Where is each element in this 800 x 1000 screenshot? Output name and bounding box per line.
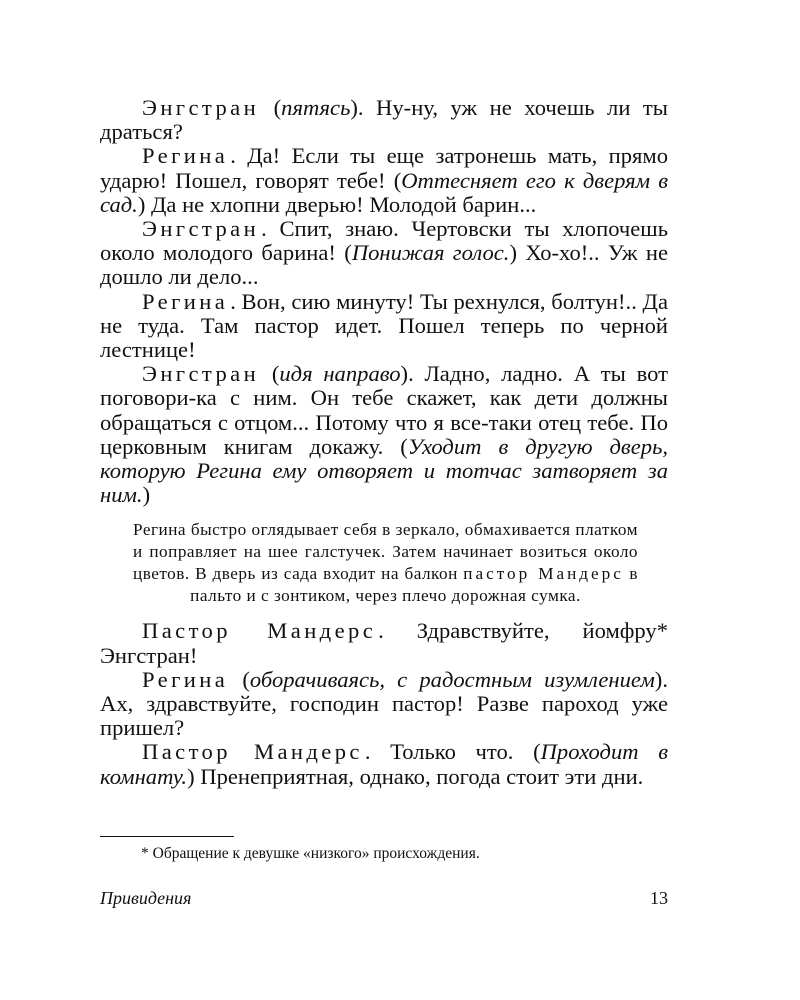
dialogue-line bbox=[100, 144, 668, 217]
stage-direction: Проходит в комнату. bbox=[100, 739, 669, 789]
stage-direction: пятясь bbox=[281, 95, 351, 120]
speaker-name: Энгстран bbox=[142, 95, 260, 120]
speaker-name: Энгстран bbox=[142, 361, 260, 387]
line-text: . Только что. ( bbox=[364, 739, 541, 765]
line-text: ) Хо-хо!.. Уж не дошло ли дело... bbox=[100, 240, 669, 290]
stage-direction: Понижая голос. bbox=[351, 240, 510, 266]
line-text: ) Да не хлопни дверью! Молодой барин... bbox=[137, 191, 537, 217]
line-text: ( bbox=[261, 361, 280, 387]
speaker-name: Регина bbox=[142, 288, 229, 314]
stage-direction: оборачиваясь, с радостным изумлением bbox=[249, 666, 655, 692]
running-title: Привидения bbox=[100, 888, 192, 908]
dialogue-line bbox=[100, 217, 668, 290]
line-text: ). Ладно, ладно. А ты вот поговори-ка с ним. Он тебе скажет, как дети должны обращаться с отцом... Потому что я все-таки отец тебе. По церковным книгам докажу. ( bbox=[100, 361, 668, 459]
line-text: . Здравствуйте, йомфру* Энгстран! bbox=[100, 618, 668, 668]
dialogue-line bbox=[100, 619, 668, 667]
dialogue-line bbox=[100, 362, 668, 507]
dialogue-line bbox=[100, 96, 668, 144]
play-text bbox=[100, 96, 668, 789]
line-text: ( bbox=[261, 95, 282, 120]
page-number: 13 bbox=[650, 888, 668, 908]
footnote: * Обращение к девушке «низкого» происхождения. bbox=[141, 845, 480, 862]
dialogue-line bbox=[100, 668, 668, 741]
footnote-divider bbox=[100, 836, 234, 837]
stage-direction: Оттесняет его к дверям в сад. bbox=[100, 167, 668, 217]
character-name: пастор Мандерс bbox=[463, 564, 624, 584]
line-text: ) bbox=[142, 482, 151, 508]
stage-direction-block bbox=[133, 519, 638, 607]
stage-direction: идя направо bbox=[279, 361, 401, 387]
line-text: . Спит, знаю. Чертовски ты хлопочешь около молодого барина! ( bbox=[100, 216, 668, 266]
dialogue-line bbox=[100, 740, 668, 788]
speaker-name: Пастор Мандерс bbox=[142, 739, 363, 765]
line-text: . Да! Если ты еще затронешь мать, прямо ударю! Пошел, говорят тебе! ( bbox=[100, 143, 668, 193]
speaker-name: Регина bbox=[142, 666, 229, 692]
line-text: . Вон, сию минуту! Ты рехнулся, болтун!.. Да не туда. Там пастор идет. Пошел теперь по черной лестнице! bbox=[100, 288, 668, 363]
line-text: ( bbox=[230, 666, 250, 692]
dialogue-line bbox=[100, 290, 668, 363]
line-text: ). Ах, здравствуйте, господин пастор! Разве пароход уже пришел? bbox=[100, 666, 668, 741]
speaker-name: Регина bbox=[142, 143, 229, 169]
speaker-name: Пастор Мандерс bbox=[142, 618, 377, 644]
stage-text: в пальто и с зонтиком, через плечо дорожная сумка. bbox=[190, 564, 638, 606]
line-text: ) Пренеприятная, однако, погода стоит эти дни. bbox=[187, 763, 644, 789]
line-text: ). Ну-ну, уж не хочешь ли ты драться? bbox=[100, 95, 668, 145]
stage-text: Регина быстро оглядывает себя в зеркало, обмахивается платком и поправляет на шее галстучек. Затем начинает возиться около цветов. В дверь из сада входит на балкон bbox=[133, 520, 638, 584]
stage-direction: Уходит в другую дверь, которую Регина ему отворяет и тотчас затворяет за ним. bbox=[100, 433, 668, 508]
speaker-name: Энгстран bbox=[142, 216, 260, 242]
